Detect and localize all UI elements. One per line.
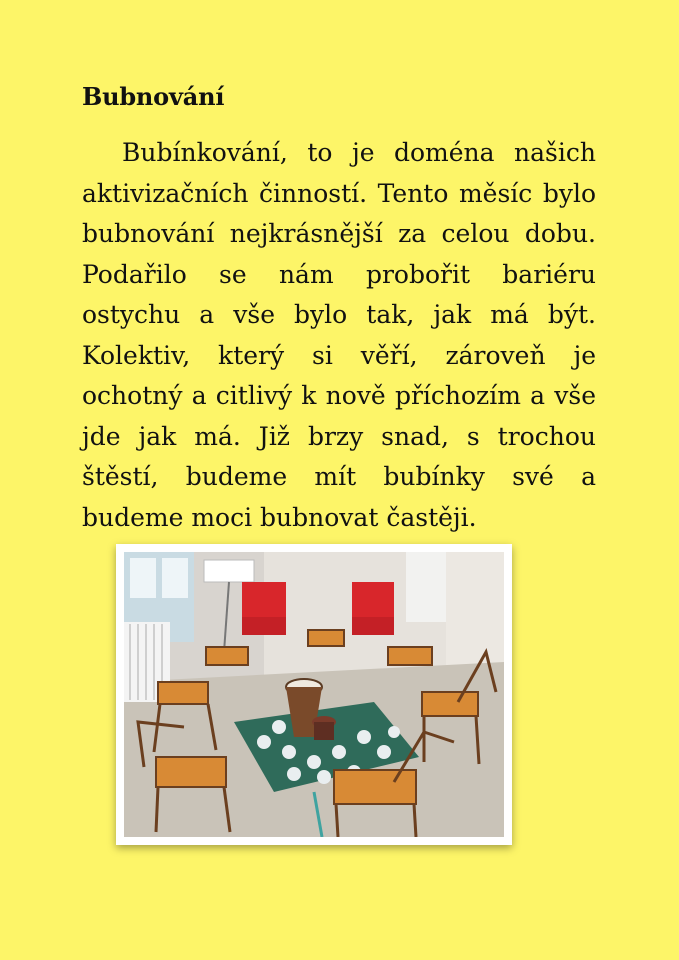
article-paragraph: Bubínkování, to je doména našich aktivizačních činností. Tento měsíc bylo bubnování nejkrásnější za celou dobu. Podařilo se nám probořit bariéru ostychu a vše bylo tak, jak má být. Kolektiv, který si věří, zároveň je ochotný a citlivý k nově příchozím a vše jde jak má. Již brzy snad, s trochou štěstí, budeme mít bubínky své a budeme moci bubnovat častěji. [82, 138, 596, 532]
photo-frame [116, 544, 512, 845]
page-title: Bubnování [82, 82, 225, 111]
drum-circle-photo [124, 552, 504, 837]
